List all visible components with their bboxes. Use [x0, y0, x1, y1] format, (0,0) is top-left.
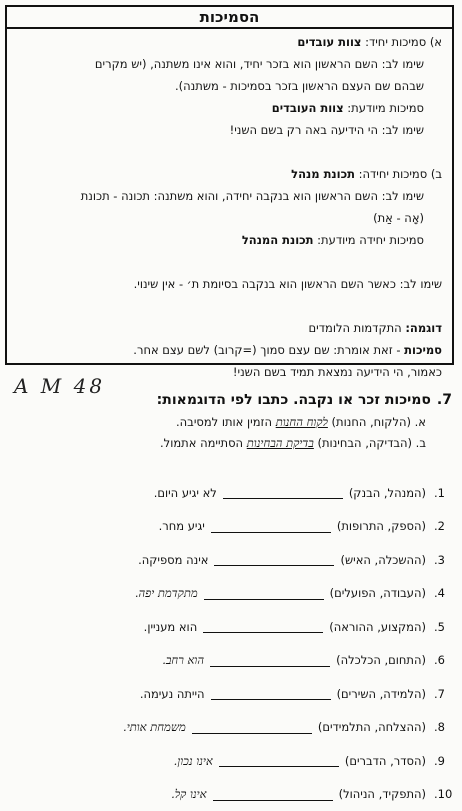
rule-line	[15, 207, 442, 229]
item-rest: מתקדמת יפה.	[135, 586, 198, 600]
answer-blank[interactable]	[211, 687, 331, 700]
exercise-item	[6, 644, 456, 678]
box-title: הסמיכות	[7, 7, 452, 29]
handwritten-note: A M 48	[14, 374, 105, 398]
rule-text: ב) סמיכות יחידה:	[355, 167, 442, 181]
rule-bold: צוות העובדים	[272, 101, 344, 115]
rule-text: שימו לב: השם הראשון הוא בזכר יחיד, והוא אינו משתנה, (יש מקרים	[95, 57, 424, 71]
item-number: 10.	[434, 787, 456, 801]
rule-line	[15, 339, 442, 361]
item-rest: אינה מספיקה.	[138, 553, 208, 567]
rule-text: התקדמות הלומדים	[309, 321, 406, 335]
item-pair: (ההצלחה, התלמידים)	[318, 720, 434, 734]
answer-blank[interactable]	[213, 788, 333, 801]
example-pair: (הבדיקה, הבחינות)	[314, 436, 412, 450]
example-rest: הסתיימה אתמול.	[160, 436, 247, 450]
exercise-item	[6, 476, 456, 510]
answer-blank[interactable]	[210, 654, 330, 667]
item-number: 8.	[434, 720, 456, 734]
exercise-item	[6, 711, 456, 745]
rule-bold: סמיכות	[404, 343, 442, 357]
example-line	[22, 433, 452, 454]
answer-blank[interactable]	[211, 520, 331, 533]
exercise-item	[6, 744, 456, 778]
item-pair: (הספק, התרופות)	[337, 519, 434, 533]
exercise-item	[6, 543, 456, 577]
exercise-header	[22, 388, 452, 454]
rule-text: - זאת אומרת: שם עצם סמוך (=קרוב) לשם עצם אחר.	[133, 343, 404, 357]
item-rest: הוא רחב.	[162, 653, 204, 667]
rule-line	[15, 53, 442, 75]
answer-blank[interactable]	[204, 587, 324, 600]
item-pair: (העבודה, הפועלים)	[330, 586, 434, 600]
rule-text: סמיכות יחידה מיודעת:	[314, 233, 424, 247]
rule-text: א) סמיכות יחיד:	[361, 35, 442, 49]
exercise-item	[6, 778, 456, 811]
rule-line	[15, 229, 442, 251]
item-pair: (התחום, הכלכלה)	[336, 653, 434, 667]
item-pair: (התפקיד, הניהול)	[339, 787, 434, 801]
exercise-item	[6, 577, 456, 611]
item-pair: (ההשכלה, האיש)	[340, 553, 434, 567]
item-rest: לא יגיע היום.	[154, 486, 217, 500]
item-number: 5.	[434, 620, 456, 634]
rule-line	[15, 185, 442, 207]
answer-blank[interactable]	[203, 620, 323, 633]
item-number: 4.	[434, 586, 456, 600]
rule-line	[15, 273, 442, 295]
example-pair: (הלקוח, החנות)	[328, 415, 411, 429]
rule-line	[15, 31, 442, 53]
rule-line	[15, 75, 442, 97]
rule-line	[15, 317, 442, 339]
example-label: א.	[411, 415, 426, 429]
rule-bold: דוגמה:	[405, 321, 442, 335]
item-rest: אינו נכון.	[174, 754, 213, 768]
rule-bold: תכונת המנהל	[242, 233, 314, 247]
item-rest: אינו קל.	[171, 787, 206, 801]
example-label: ב.	[412, 436, 426, 450]
exercise-number: 7.	[431, 392, 452, 408]
rule-text: שימו לב: כאשר השם הראשון הוא בנקבה בסיומת ת׳ - אין שינוי.	[134, 277, 442, 291]
exercise-items	[6, 476, 456, 811]
rule-text: שימו לב: הי הידיעה באה רק בשם השני!	[230, 123, 424, 137]
spacer	[15, 141, 442, 163]
answer-blank[interactable]	[219, 754, 339, 767]
rule-text: (אָה - אַת)	[373, 211, 424, 225]
rule-line	[15, 97, 442, 119]
rule-line	[15, 163, 442, 185]
rule-bold: תכונת מנהל	[291, 167, 355, 181]
item-number: 2.	[434, 519, 456, 533]
item-pair: (הלמידה, השירים)	[337, 687, 434, 701]
exercise-item	[6, 677, 456, 711]
exercise-item	[6, 610, 456, 644]
answer-blank[interactable]	[214, 553, 334, 566]
item-pair: (הסדר, הדברים)	[345, 754, 434, 768]
item-rest: הוא מעניין.	[144, 620, 198, 634]
exercise-title	[22, 388, 452, 412]
item-pair: (המקצוע, ההוראה)	[329, 620, 434, 634]
examples	[22, 412, 452, 454]
item-number: 1.	[434, 486, 456, 500]
exercise-item	[6, 510, 456, 544]
item-rest: הייתה נעימה.	[140, 687, 205, 701]
item-number: 6.	[434, 653, 456, 667]
rules-text	[7, 29, 452, 383]
example-answer: בדיקת הבחינות	[247, 436, 314, 450]
rule-text: סמיכות מיודעת:	[344, 101, 424, 115]
rules-box	[5, 5, 454, 365]
spacer	[15, 295, 442, 317]
spacer	[15, 251, 442, 273]
item-number: 7.	[434, 687, 456, 701]
rule-bold: צוות עובדים	[297, 35, 361, 49]
example-line	[22, 412, 452, 433]
rule-line	[15, 119, 442, 141]
answer-blank[interactable]	[192, 721, 312, 734]
answer-blank[interactable]	[223, 486, 343, 499]
example-rest: הזמין אותו למסיבה.	[176, 415, 276, 429]
rule-text: שימו לב: השם הראשון הוא בנקבה יחידה, והוא משתנה: תכונה - תכונת	[81, 189, 424, 203]
item-rest: יגיע מחר.	[159, 519, 205, 533]
rule-text: שבהם שם העצם הראשון בזכר בסמיכות - משתנה).	[175, 79, 424, 93]
rule-text: כאמור, הי הידיעה נמצאת תמיד בשם השני!	[233, 365, 442, 379]
example-answer: לקוח החנות	[276, 415, 328, 429]
item-number: 9.	[434, 754, 456, 768]
item-rest: משמחת אותי.	[123, 720, 186, 734]
item-pair: (המנהל, הבנק)	[349, 486, 434, 500]
item-number: 3.	[434, 553, 456, 567]
exercise-title-text: סמיכות זכר או נקבה. כתבו לפי הדוגמאות:	[157, 392, 431, 408]
